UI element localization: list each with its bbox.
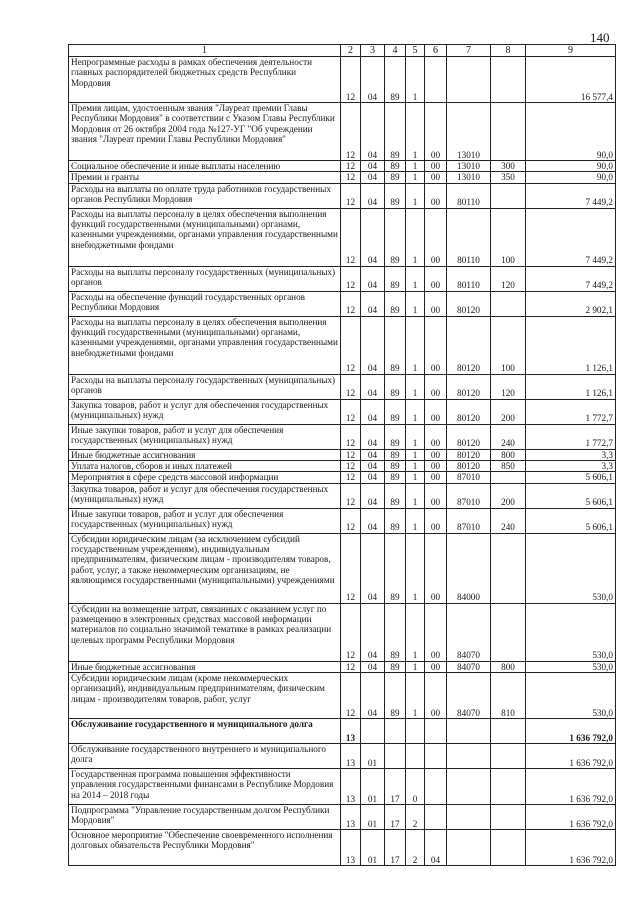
row-code-activity: 00 [425, 172, 447, 183]
row-amount: 1 636 792,0 [526, 768, 616, 804]
row-code-expense-type: 850 [491, 461, 526, 472]
row-code-section: 12 [341, 449, 361, 460]
row-code-program: 89 [385, 508, 406, 533]
row-code-subprogram: 1 [406, 183, 425, 208]
row-code-direction: 80120 [447, 399, 491, 424]
row-code-section: 12 [341, 472, 361, 483]
row-code-subsection: 04 [361, 449, 385, 460]
row-code-subsection: 04 [361, 291, 385, 316]
table-row [69, 424, 616, 449]
row-code-subprogram: 1 [406, 533, 425, 603]
row-code-program: 89 [385, 291, 406, 316]
row-code-subsection: 04 [361, 472, 385, 483]
row-code-program: 89 [385, 103, 406, 161]
row-code-direction [447, 804, 491, 829]
row-code-subprogram: 1 [406, 508, 425, 533]
row-code-section: 13 [341, 718, 361, 743]
row-code-activity: 00 [425, 461, 447, 472]
row-code-activity: 00 [425, 208, 447, 266]
row-amount: 5 606,1 [526, 483, 616, 508]
row-code-section: 12 [341, 161, 361, 172]
row-code-subprogram: 1 [406, 172, 425, 183]
row-code-direction: 80120 [447, 316, 491, 374]
row-name: Социальное обеспечение и иные выплаты населению [69, 161, 341, 172]
row-amount: 5 606,1 [526, 472, 616, 483]
table-row [69, 472, 616, 483]
table-row [69, 829, 616, 865]
row-amount: 3,3 [526, 449, 616, 460]
row-code-subsection: 04 [361, 316, 385, 374]
row-code-direction: 87010 [447, 508, 491, 533]
header-cell: 5 [406, 45, 425, 57]
row-code-activity: 00 [425, 483, 447, 508]
row-name: Субсидии юридическим лицам (кроме некоммерческих организаций), индивидуальным предпринимателям, физическим лицам - производителям товаров, работ, услуг [69, 672, 341, 718]
row-name: Уплата налогов, сборов и иных платежей [69, 461, 341, 472]
row-amount: 1 772,7 [526, 399, 616, 424]
row-amount: 1 772,7 [526, 424, 616, 449]
table-row [69, 208, 616, 266]
row-code-expense-type [491, 829, 526, 865]
row-code-program: 89 [385, 472, 406, 483]
row-code-expense-type: 800 [491, 661, 526, 672]
row-code-direction: 84070 [447, 672, 491, 718]
row-name: Расходы на выплаты персоналу в целях обеспечения выполнения функций государственными (муниципальными) органами, казенными учреждениями, органами управления государственными внебюджетными фондами [69, 316, 341, 374]
row-code-direction: 80110 [447, 183, 491, 208]
row-code-direction: 87010 [447, 483, 491, 508]
row-amount: 7 449,2 [526, 266, 616, 291]
row-code-program [385, 743, 406, 768]
row-name: Иные закупки товаров, работ и услуг для обеспечения государственных (муниципальных) нужд [69, 508, 341, 533]
row-code-activity [425, 768, 447, 804]
row-code-program: 89 [385, 661, 406, 672]
row-code-subprogram: 1 [406, 266, 425, 291]
row-name: Обслуживание государственного внутреннего и муниципального долга [69, 743, 341, 768]
row-code-program: 89 [385, 424, 406, 449]
row-code-section: 12 [341, 103, 361, 161]
row-name: Расходы на выплаты персоналу государственных (муниципальных) органов [69, 374, 341, 399]
table-row [69, 183, 616, 208]
row-code-subsection: 04 [361, 603, 385, 661]
row-code-direction [447, 718, 491, 743]
row-code-subprogram: 1 [406, 399, 425, 424]
row-name: Премии и гранты [69, 172, 341, 183]
row-code-expense-type: 100 [491, 316, 526, 374]
row-code-direction: 13010 [447, 103, 491, 161]
row-code-subprogram: 1 [406, 316, 425, 374]
row-code-subsection: 04 [361, 183, 385, 208]
row-code-program: 89 [385, 172, 406, 183]
row-code-section: 12 [341, 661, 361, 672]
row-code-direction [447, 768, 491, 804]
row-code-subprogram: 1 [406, 461, 425, 472]
row-code-subprogram [406, 743, 425, 768]
row-code-activity [425, 718, 447, 743]
row-code-subprogram: 1 [406, 672, 425, 718]
row-code-program: 89 [385, 266, 406, 291]
table-row [69, 374, 616, 399]
header-cell: 1 [69, 45, 341, 57]
row-amount: 7 449,2 [526, 208, 616, 266]
row-code-expense-type: 800 [491, 449, 526, 460]
row-code-subsection: 04 [361, 399, 385, 424]
row-code-expense-type [491, 603, 526, 661]
row-code-direction: 84070 [447, 661, 491, 672]
row-code-subprogram: 1 [406, 661, 425, 672]
header-cell: 9 [526, 45, 616, 57]
row-code-subprogram: 1 [406, 291, 425, 316]
row-code-program: 89 [385, 183, 406, 208]
row-code-subprogram: 2 [406, 829, 425, 865]
table-row [69, 399, 616, 424]
row-name: Государственная программа повышения эффективности управления государственными финансами в Республике Мордовия на 2014 – 2018 годы [69, 768, 341, 804]
row-code-program: 89 [385, 57, 406, 103]
row-code-section: 12 [341, 291, 361, 316]
header-cell: 6 [425, 45, 447, 57]
row-amount: 1 636 792,0 [526, 829, 616, 865]
row-code-subsection: 04 [361, 172, 385, 183]
row-code-subprogram: 1 [406, 57, 425, 103]
row-name: Иные бюджетные ассигнования [69, 449, 341, 460]
row-amount: 90,0 [526, 161, 616, 172]
row-code-activity: 00 [425, 103, 447, 161]
table-row [69, 103, 616, 161]
row-code-subsection: 04 [361, 483, 385, 508]
row-code-section: 12 [341, 183, 361, 208]
row-code-expense-type [491, 768, 526, 804]
row-name: Субсидии на возмещение затрат, связанных с оказанием услуг по размещению в электронных средствах массовой информации материалов по социально значимой тематике в рамках реализации целевых программ Республики Мордовия [69, 603, 341, 661]
table-row [69, 316, 616, 374]
row-amount: 90,0 [526, 172, 616, 183]
row-code-activity: 00 [425, 291, 447, 316]
row-amount: 530,0 [526, 672, 616, 718]
row-code-program: 17 [385, 768, 406, 804]
row-code-expense-type: 200 [491, 399, 526, 424]
row-code-direction: 87010 [447, 472, 491, 483]
row-code-subsection: 04 [361, 103, 385, 161]
row-code-expense-type [491, 743, 526, 768]
row-code-section: 12 [341, 603, 361, 661]
row-code-subprogram: 1 [406, 603, 425, 661]
row-code-activity: 00 [425, 672, 447, 718]
row-code-section: 12 [341, 533, 361, 603]
row-code-subprogram: 1 [406, 161, 425, 172]
row-amount: 5 606,1 [526, 508, 616, 533]
row-code-section: 13 [341, 743, 361, 768]
row-code-expense-type: 810 [491, 672, 526, 718]
row-code-section: 12 [341, 508, 361, 533]
row-amount: 90,0 [526, 103, 616, 161]
row-code-section: 12 [341, 483, 361, 508]
row-name: Субсидии юридическим лицам (за исключением субсидий государственным учреждениям), индивидуальным предпринимателям, физическим лицам - производителям товаров, работ, услуг, а также некоммерческим организациям, не являющимся государственными (муниципальными) учреждениями [69, 533, 341, 603]
row-code-expense-type: 100 [491, 208, 526, 266]
row-code-subprogram: 1 [406, 208, 425, 266]
row-code-program: 89 [385, 161, 406, 172]
table-row [69, 266, 616, 291]
row-name: Непрограммные расходы в рамках обеспечения деятельности главных распорядителей бюджетных средств Республики Мордовия [69, 57, 341, 103]
row-code-expense-type: 120 [491, 266, 526, 291]
row-code-subprogram: 1 [406, 472, 425, 483]
row-amount: 1 126,1 [526, 316, 616, 374]
row-name: Обслуживание государственного и муниципального долга [69, 718, 341, 743]
row-name: Иные закупки товаров, работ и услуг для обеспечения государственных (муниципальных) нужд [69, 424, 341, 449]
table-row [69, 483, 616, 508]
row-code-subsection: 04 [361, 508, 385, 533]
row-code-direction [447, 57, 491, 103]
row-code-expense-type [491, 291, 526, 316]
row-code-expense-type: 300 [491, 161, 526, 172]
row-code-subsection: 04 [361, 533, 385, 603]
row-code-expense-type [491, 472, 526, 483]
row-code-section: 12 [341, 208, 361, 266]
row-code-activity: 00 [425, 533, 447, 603]
row-code-subsection: 04 [361, 661, 385, 672]
row-code-activity: 00 [425, 472, 447, 483]
row-code-subprogram: 0 [406, 768, 425, 804]
row-code-subsection: 04 [361, 424, 385, 449]
row-amount: 1 126,1 [526, 374, 616, 399]
row-code-subsection: 04 [361, 672, 385, 718]
row-code-activity: 00 [425, 399, 447, 424]
row-code-program: 89 [385, 449, 406, 460]
row-name: Расходы на обеспечение функций государственных органов Республики Мордовия [69, 291, 341, 316]
row-code-subsection: 04 [361, 57, 385, 103]
row-amount: 530,0 [526, 603, 616, 661]
row-code-expense-type [491, 103, 526, 161]
row-name: Расходы на выплаты по оплате труда работников государственных органов Республики Мордовия [69, 183, 341, 208]
row-code-direction [447, 829, 491, 865]
row-code-section: 12 [341, 57, 361, 103]
row-code-expense-type [491, 183, 526, 208]
table-row [69, 768, 616, 804]
row-code-program: 89 [385, 672, 406, 718]
table-row [69, 57, 616, 103]
table-row [69, 603, 616, 661]
row-code-activity: 00 [425, 183, 447, 208]
row-code-expense-type: 240 [491, 508, 526, 533]
row-code-subsection [361, 718, 385, 743]
table-row [69, 508, 616, 533]
row-code-subsection: 04 [361, 266, 385, 291]
table-row [69, 743, 616, 768]
row-amount: 1 636 792,0 [526, 743, 616, 768]
row-code-subprogram: 1 [406, 424, 425, 449]
row-code-expense-type: 240 [491, 424, 526, 449]
table-row [69, 461, 616, 472]
row-code-expense-type [491, 57, 526, 103]
table-row [69, 718, 616, 743]
header-cell: 4 [385, 45, 406, 57]
row-code-program: 17 [385, 829, 406, 865]
row-code-direction: 13010 [447, 161, 491, 172]
table-row [69, 804, 616, 829]
row-code-section: 12 [341, 374, 361, 399]
row-code-activity [425, 57, 447, 103]
row-code-program: 89 [385, 399, 406, 424]
table-row [69, 661, 616, 672]
row-name: Подпрограмма "Управление государственным долгом Республики Мордовия" [69, 804, 341, 829]
row-code-subprogram: 1 [406, 374, 425, 399]
row-code-direction: 80120 [447, 424, 491, 449]
row-code-expense-type: 200 [491, 483, 526, 508]
row-code-program: 89 [385, 316, 406, 374]
row-code-subsection: 04 [361, 461, 385, 472]
row-code-direction: 80110 [447, 266, 491, 291]
row-code-program: 89 [385, 461, 406, 472]
row-code-direction: 84000 [447, 533, 491, 603]
row-code-subsection: 01 [361, 743, 385, 768]
header-cell: 7 [447, 45, 491, 57]
row-amount: 16 577,4 [526, 57, 616, 103]
row-code-expense-type [491, 804, 526, 829]
row-code-subprogram: 1 [406, 103, 425, 161]
row-code-activity [425, 804, 447, 829]
row-code-subsection: 04 [361, 161, 385, 172]
row-code-direction [447, 743, 491, 768]
row-code-direction: 80120 [447, 291, 491, 316]
row-amount: 1 636 792,0 [526, 718, 616, 743]
header-cell: 3 [361, 45, 385, 57]
row-amount: 530,0 [526, 661, 616, 672]
row-code-expense-type: 120 [491, 374, 526, 399]
row-code-expense-type [491, 533, 526, 603]
row-name: Расходы на выплаты персоналу в целях обеспечения выполнения функций государственными (муниципальными) органами, казенными учреждениями, органами управления государственными внебюджетными фондами [69, 208, 341, 266]
row-code-section: 12 [341, 316, 361, 374]
row-code-program: 89 [385, 374, 406, 399]
table-row [69, 449, 616, 460]
row-code-direction: 13010 [447, 172, 491, 183]
row-code-subsection: 01 [361, 804, 385, 829]
row-code-direction: 80120 [447, 461, 491, 472]
row-code-subprogram: 2 [406, 804, 425, 829]
budget-table [68, 44, 616, 866]
row-code-section: 12 [341, 461, 361, 472]
row-code-subprogram: 1 [406, 449, 425, 460]
row-code-section: 13 [341, 829, 361, 865]
row-code-expense-type [491, 718, 526, 743]
row-code-activity: 00 [425, 661, 447, 672]
header-cell: 2 [341, 45, 361, 57]
table-row [69, 161, 616, 172]
row-code-activity: 00 [425, 603, 447, 661]
row-name: Премия лицам, удостоенным звания "Лауреат премии Главы Республики Мордовия" в соответствии с Указом Главы Республики Мордовия от 26 октября 2004 года №127-УГ "Об учреждении звания "Лауреат премии Главы Республики Мордовия" [69, 103, 341, 161]
row-code-program: 89 [385, 603, 406, 661]
row-code-section: 12 [341, 172, 361, 183]
row-code-activity: 00 [425, 424, 447, 449]
row-name: Иные бюджетные ассигнования [69, 661, 341, 672]
row-code-activity: 00 [425, 266, 447, 291]
row-name: Закупка товаров, работ и услуг для обеспечения государственных (муниципальных) нужд [69, 399, 341, 424]
row-amount: 3,3 [526, 461, 616, 472]
row-name: Мероприятия в сфере средств массовой информации [69, 472, 341, 483]
table-row [69, 291, 616, 316]
row-code-subprogram: 1 [406, 483, 425, 508]
row-code-subsection: 01 [361, 829, 385, 865]
row-code-subsection: 04 [361, 374, 385, 399]
row-amount: 530,0 [526, 533, 616, 603]
row-code-direction: 84070 [447, 603, 491, 661]
row-amount: 1 636 792,0 [526, 804, 616, 829]
row-code-program: 89 [385, 483, 406, 508]
row-code-expense-type: 350 [491, 172, 526, 183]
row-code-activity: 00 [425, 449, 447, 460]
row-name: Расходы на выплаты персоналу государственных (муниципальных) органов [69, 266, 341, 291]
row-code-program: 17 [385, 804, 406, 829]
row-code-subsection: 04 [361, 208, 385, 266]
row-code-subprogram [406, 718, 425, 743]
row-code-direction: 80120 [447, 449, 491, 460]
row-code-section: 12 [341, 424, 361, 449]
row-code-section: 13 [341, 804, 361, 829]
row-name: Закупка товаров, работ и услуг для обеспечения государственных (муниципальных) нужд [69, 483, 341, 508]
row-code-section: 13 [341, 768, 361, 804]
row-code-program: 89 [385, 208, 406, 266]
row-code-activity: 00 [425, 316, 447, 374]
row-code-direction: 80110 [447, 208, 491, 266]
row-code-direction: 80120 [447, 374, 491, 399]
page-number: 140 [590, 30, 610, 45]
row-code-activity: 00 [425, 161, 447, 172]
table-row [69, 172, 616, 183]
table-row [69, 672, 616, 718]
row-amount: 7 449,2 [526, 183, 616, 208]
row-code-subsection: 01 [361, 768, 385, 804]
table-header-row [69, 45, 616, 57]
row-code-section: 12 [341, 399, 361, 424]
row-amount: 2 902,1 [526, 291, 616, 316]
row-code-activity: 00 [425, 374, 447, 399]
table-row [69, 533, 616, 603]
row-code-program: 89 [385, 533, 406, 603]
header-cell: 8 [491, 45, 526, 57]
row-code-activity [425, 743, 447, 768]
row-code-section: 12 [341, 266, 361, 291]
row-code-section: 12 [341, 672, 361, 718]
row-name: Основное мероприятие "Обеспечение своевременного исполнения долговых обязательств Республики Мордовия" [69, 829, 341, 865]
row-code-activity: 04 [425, 829, 447, 865]
row-code-activity: 00 [425, 508, 447, 533]
row-code-program [385, 718, 406, 743]
